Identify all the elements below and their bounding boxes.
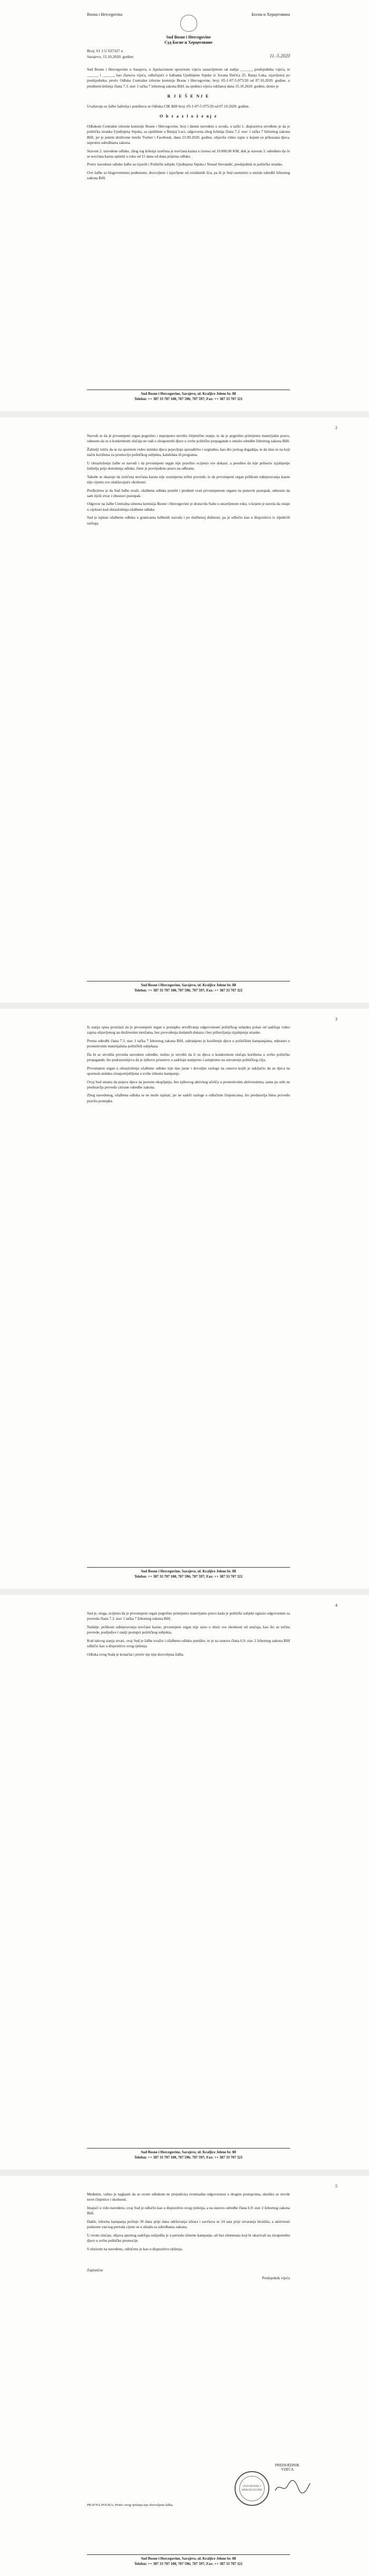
footer-contact: Telefon: ++ 387 33 707 100, 707 596; 707 597; Fax: ++ 387 33 707 321 <box>134 2155 243 2160</box>
presiding-judge-label: Predsjednik vijeća <box>262 2276 290 2281</box>
page-footer <box>87 2148 290 2160</box>
reasoning-heading: O b r a z l o ž e nj e <box>159 114 218 119</box>
paragraph: Kod takvog stanja stvari, ovaj Sud je žalbe uvažio i ožalbenu odluku poništio, te je na osnovu člana 6.9. stav 2 Izbornog zakona BiH odlučio kao u dispozitivu ovog rješenja. <box>87 1638 290 1649</box>
case-number: Broj: S1 3 U 037327 u <box>87 48 123 54</box>
ruling-heading: R J E Š E NJ E <box>167 94 210 99</box>
intro-text: Sud Bosne i Hercegovine u Sarajevu, u Apelacionom upravnom vijeću sastavljenom od sudija ______, predsjednika vijeća, te ______ i ______, kao članova vijeća, odlučujući o žalbama Ujedinjene Srpske iz Jovana Dučića 25, Banja Luka, izjavljenoj po predsjedniku, protiv Odluke Centralne izborne komisije Bosne i Hercegovine, broj: 05-1-07-5-975/20 od 07.10.2020. godine, u predmetu kršenja člana 7.3. stav 1 tačka 7 izbornog zakona BiH, na sjednici vijeća održanoj dana 15.10.2020. godine, donio je <box>87 67 290 89</box>
paragraph: Odgovor na žalbe Centralna izborna komisija Bosne i Hercegovine je dostavila Sudu u ostavljenom roku, u kojem je navela da ostaje u cijelosti kod obrazloženja ožalbene odluke. <box>87 502 290 512</box>
case-meta <box>87 48 290 60</box>
ruling-text: Uvažavaju se žalbe žalitelja i poništava se Odluka CIK BiH broj: 05-1-07-5-975/20 od 07.10.2020. godine. <box>87 104 250 109</box>
paragraph: Međutim, važno je naglasiti da se ovom odlukom ne prejudicira eventualna odgovornost u drugim postupcima, ukoliko se utvrde nove činjenice i okolnosti. <box>87 2192 290 2202</box>
page-divider <box>0 2170 369 2176</box>
page-footer <box>87 390 290 402</box>
paragraph: Predloženo je da Sud žalbe uvaži, ožalbenu odluku poništi i predmet vrati prvostepenom organu na ponovni postupak, odnosno da sam riješi stvar i obustavi postupak. <box>87 488 290 498</box>
page-2 <box>0 417 369 1003</box>
paragraph: Imajući u vidu navedeno, ovaj Sud je odlučio kao u dispozitivu ovog rješenja, a na osnovu odredbe člana 6.9. stav 2 Izbornog zakona BiH. <box>87 2205 290 2216</box>
paragraph: Odluka ovog Suda je konačna i protiv nje nije dozvoljena žalba. <box>87 1652 184 1657</box>
paragraph: Prema odredbi člana 7.3. stav 1 tačka 7 Izbornog zakona BiH, zabranjeno je korištenje djece u političkim kampanjama, odnosno u promotivnim materijalima političkih subjekata. <box>87 1038 290 1049</box>
page-3 <box>0 1009 369 1589</box>
page-divider <box>0 411 369 417</box>
clerk-label: Zapisničar <box>87 2268 103 2272</box>
court-stamp-icon <box>235 2471 269 2506</box>
footer-contact: Telefon: ++ 387 33 707 100, 707 596; 707 597; Fax: ++ 387 33 707 321 <box>134 1574 243 1579</box>
paragraph: U ovom slučaju, objava spornog sadržaja uslijedila je u periodu izborne kampanje, ali bez elemenata koji bi ukazivali na zloupotrebu djece u svrhu političke promocije. <box>87 2233 290 2243</box>
court-name-latin: Sud Bosne i Hercegovine <box>166 34 211 40</box>
footer-address: Sud Bosne i Hercegovine, Sarajevo, ul. Kraljice Jelene br. 88 <box>141 2556 236 2561</box>
paragraph: Sud je ispitao ožalbenu odluku u granicama žalbenih navoda i po službenoj dužnosti, pa je odlučio kao u dispozitivu iz sljedećih razloga. <box>87 516 290 526</box>
paragraph: S obzirom na navedeno, odlučeno je kao u dispozitivu rješenja. <box>87 2247 183 2251</box>
paragraph: Iz stanja spisa proizlazi da je prvostepeni organ u postupku utvrđivanja odgovornosti političkog subjekta pošao od sadržaja video zapisa objavljenog na društvenim mrežama, bez provođenja dodatnih dokaza i bez pribavljanja izjašnjenja stranke. <box>87 1025 290 1035</box>
header-left-title: Bosna i Hercegovina <box>87 12 123 17</box>
footer-contact: Telefon: ++ 387 33 707 100, 707 596; 707 597; Fax: ++ 387 33 707 321 <box>134 396 243 401</box>
page-footer <box>87 981 290 993</box>
legal-note: PRAVNA POUKA: Protiv ovog rješenja nije dozvoljena žalba. <box>87 2503 173 2507</box>
paragraph: Dakle, izborna kampanja počinje 30 dana prije dana održavanja izbora i završava se 24 sata prije otvaranja birališta, a aktivnosti poduzete van tog perioda cijene se u skladu sa odredbama zakona. <box>87 2219 290 2230</box>
page-divider <box>0 1003 369 1009</box>
coat-of-arms-icon <box>180 15 197 32</box>
court-name <box>87 35 290 46</box>
paragraph: Protiv navedene odluke žalbe su izjavili i Politički subjekt Ujedinjena Srpska i Nenad Stevandić, predsjednik te političke stranke. <box>87 162 283 167</box>
handwritten-date: 11.-5.2020 <box>269 53 290 59</box>
footer-contact: Telefon: ++ 387 33 707 100, 707 596; 707 597; Fax: ++ 387 33 707 321 <box>134 988 243 993</box>
footer-address: Sud Bosne i Hercegovine, Sarajevo, ul. Kraljice Jelene br. 88 <box>141 392 236 396</box>
page-4 <box>0 1595 369 2170</box>
footer-address: Sud Bosne i Hercegovine, Sarajevo, ul. Kraljice Jelene br. 88 <box>141 1569 236 1574</box>
paragraph: Navodi se da je prvostepeni organ pogrešno i nepotpuno utvrdio činjenično stanje, te da je pogrešno primijenio materijalno pravo, odnosno da se u konkretnom slučaju ne radi o zloupotrebi djece u svrhe političke propagande u smislu odredbe Izbornog zakona BiH. <box>87 434 290 444</box>
header-right-title: Босна и Херцеговина <box>251 12 290 17</box>
footer-address: Sud Bosne i Hercegovine, Sarajevo, ul. Kraljice Jelene br. 88 <box>141 2150 236 2155</box>
paragraph: Prvostepeni organ u obrazloženju ožalbene odluke nije dao jasne i dovoljne razloge na osnovu kojih je zaključio da su djeca na spornom snimku zloupotrijebljena u svrhe izborne kampanje. <box>87 1066 290 1076</box>
page-footer <box>87 2554 290 2567</box>
page-number: 4 <box>335 1603 337 1608</box>
paragraph: Sud je, stoga, ocijenio da je prvostepeni organ pogrešno primijenio materijalno pravo kada je politički subjekt oglasio odgovornim za povredu člana 7.3. stav 1 tačka 7 Izbornog zakona BiH. <box>87 1611 290 1621</box>
page-1 <box>0 0 369 411</box>
paragraph: Ovaj Sud smatra da pojava djece na javnom okupljanju, bez njihovog aktivnog učešća u promotivnim aktivnostima, sama po sebi ne predstavlja povredu citirane odredbe zakona. <box>87 1080 290 1090</box>
paragraph: Nadalje, prilikom odmjeravanja novčane kazne, prvostepeni organ nije uzeo u obzir sve okolnosti od značaja, kao što su težina povrede, posljedice i raniji postupci političkog subjekta. <box>87 1625 290 1635</box>
paragraph: Žalitelji ističu da se na spornom video snimku djeca pojavljuju sporadično i uzgredno, kao dio javnog događaja, te da nisu ni na koji način korištena za promociju političkog subjekta, kandidata ili programa. <box>87 447 290 458</box>
paragraph: Zbog navedenog, ožalbena odluka se ne može ispitati, jer ne sadrži razloge o odlučnim činjenicama, što predstavlja bitnu povredu pravila postupka. <box>87 1093 290 1103</box>
paragraph: Takođe se ukazuje da izrečena novčana kazna nije srazmjerna težini povrede, te da prvostepeni organ prilikom odmjeravanja kazne nije cijenio sve olakšavajuće okolnosti. <box>87 474 290 485</box>
paragraph: Odlukom Centralne izborne komisije Bosne i Hercegovine, broj i datum navedeni u uvodu, u tački 1. dispozitiva utvrđeno je da je politička stranka Ujedinjena Srpska, sa sjedištem u Banjoj Luci, odgovorna zbog kršenja člana 7.3. stav 1 tačka 7 Izbornog zakona BiH, jer je putem društvene mreže Twitter i Facebook, dana 23.09.2020. godine, objavila video zapis u kojem su prikazana djeca, suprotno odredbama zakona. <box>87 124 290 145</box>
signature-icon <box>274 2479 311 2495</box>
page-number: 2 <box>335 425 337 430</box>
footer-address: Sud Bosne i Hercegovine, Sarajevo, ul. Kraljice Jelene br. 88 <box>141 983 236 988</box>
stamp-text: SUD BOSNE I HERCEGOVINE <box>239 2476 265 2501</box>
page-number: 3 <box>335 1017 337 1022</box>
page-number: 5 <box>335 2184 337 2189</box>
page-divider <box>0 1589 369 1595</box>
signature-name: PREDSJEDNIK VIJEĆA <box>275 2463 300 2472</box>
paragraph: U obrazloženju žalbe se navodi i da prvostepeni organ nije pravilno ocijenio sve dokaze, a posebno da nije pribavio izjašnjenje žalitelja prije donošenja odluke, čime je povrijeđeno pravo na odbranu. <box>87 461 290 471</box>
court-name-cyrillic: Суд Босне и Херцеговине <box>164 40 212 45</box>
footer-contact: Telefon: ++ 387 33 707 100, 707 596; 707 597; Fax: ++ 387 33 707 321 <box>134 2561 243 2566</box>
place-date: Sarajevo, 15.10.2020. godine <box>87 54 133 59</box>
page-footer <box>87 1567 290 1579</box>
paragraph: Da bi se utvrdila povreda navedene odredbe, nužno je utvrditi da li su djeca u konkretnom slučaju korištena u svrhu političke propagande, što podrazumijeva da je njihovo prisustvo u sadržaju namjerno i usmjereno na ostvarenje političkog cilja. <box>87 1052 290 1063</box>
page-5 <box>0 2176 369 2576</box>
paragraph: Stavom 2. navedene odluke, zbog tog kršenja izrečena je novčana kazna u iznosu od 10.000,00 KM, dok je stavom 3. određeno da će se novčana kazna uplatiti u roku od 15 dana od dana prijema odluke. <box>87 149 290 159</box>
paragraph: Ove žalbe su blagovremeno podnesene, dozvoljene i izjavljene od ovlaštenih lica, pa ih je Sud razmotrio u smislu odredbi Izbornog zakona BiH. <box>87 170 290 181</box>
